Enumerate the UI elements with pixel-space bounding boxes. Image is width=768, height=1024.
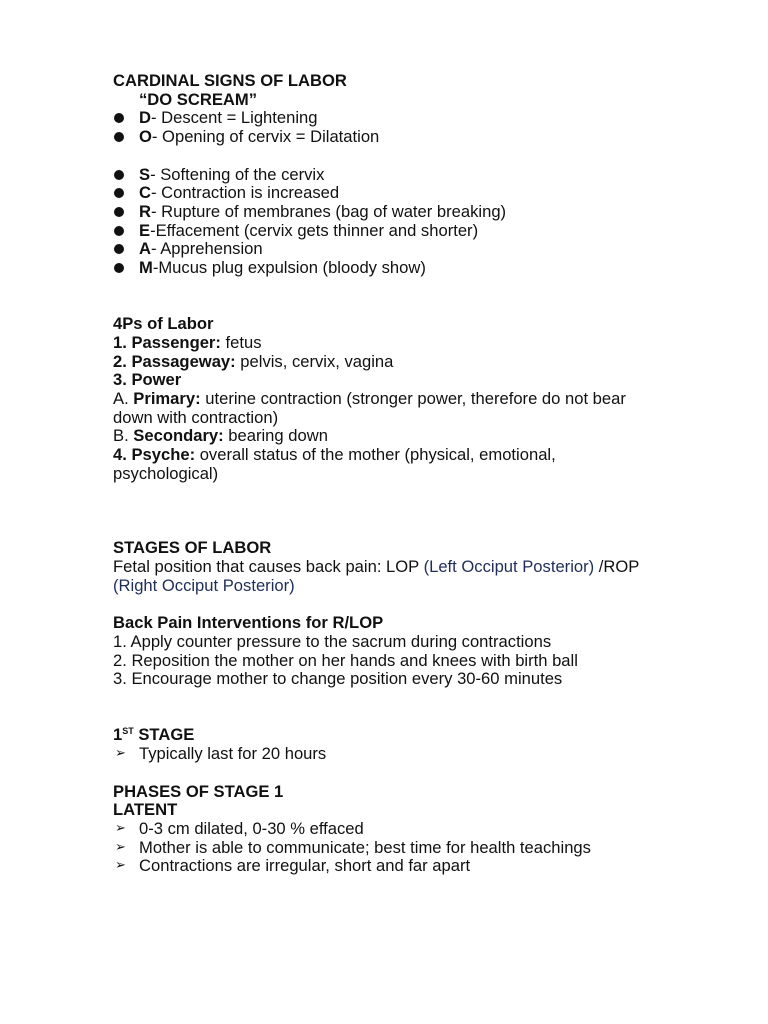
bullet-icon [114,132,124,142]
bullet-icon [114,113,124,123]
primary-power-line: A. Primary: uterine contraction (stronger power, therefore do not bear down with contraction) [113,388,626,427]
list-item: ➢ 0-3 cm dilated, 0-30 % effaced [115,818,364,838]
back-pain-heading: Back Pain Interventions for R/LOP [113,613,384,633]
cardinal-signs-list-b [113,166,768,278]
first-stage-heading: 1ST STAGE [113,725,195,745]
arrow-bullet-icon: ➢ [115,858,126,874]
list-item: S- Softening of the cervix [113,166,768,185]
passenger-line: 1. Passenger: fetus [113,332,262,352]
list-item: 1. Apply counter pressure to the sacrum during contractions [113,631,552,651]
four-ps-heading: 4Ps of Labor [113,314,214,334]
mnemonic-label: “DO SCREAM” [139,89,258,109]
bullet-icon [114,244,124,254]
list-item: E-Effacement (cervix gets thinner and shorter) [113,222,768,241]
arrow-bullet-icon: ➢ [115,839,126,855]
list-item: ➢ Contractions are irregular, short and far apart [115,856,471,876]
latent-list [113,820,658,876]
bullet-icon [114,263,124,273]
list-item: 2. Reposition the mother on her hands and knees with birth ball [113,650,578,670]
cardinal-signs-list-a [113,109,768,146]
bullet-icon [114,207,124,217]
phases-heading: PHASES OF STAGE 1 [113,781,284,801]
bullet-icon [114,188,124,198]
list-item: ➢ Typically last for 20 hours [115,744,327,764]
list-item: 3. Encourage mother to change position every 30-60 minutes [113,669,563,689]
power-line: 3. Power [113,370,182,390]
first-stage-list [113,745,768,764]
latent-heading: LATENT [113,800,178,820]
stages-heading: STAGES OF LABOR [113,538,272,558]
secondary-power-line: B. Secondary: bearing down [113,426,328,446]
list-item: A- Apprehension [113,240,768,259]
fetal-position-text: Fetal position that causes back pain: LOP (Left Occiput Posterior) /ROP (Right Occiput Posterior) [113,557,640,595]
bullet-icon [114,170,124,180]
list-item: ➢ Mother is able to communicate; best time for health teachings [115,837,591,857]
arrow-bullet-icon: ➢ [115,746,126,762]
list-item: C- Contraction is increased [113,184,768,203]
list-item: M-Mucus plug expulsion (bloody show) [113,259,768,278]
bullet-icon [114,226,124,236]
arrow-bullet-icon: ➢ [115,820,126,836]
passageway-line: 2. Passageway: pelvis, cervix, vagina [113,351,394,371]
cardinal-signs-heading: CARDINAL SIGNS OF LABOR [113,71,347,90]
list-item: D- Descent = Lightening [113,109,768,128]
list-item: O- Opening of cervix = Dilatation [113,128,768,147]
psyche-line: 4. Psyche: overall status of the mother (physical, emotional, psychological) [113,445,556,483]
list-item: R- Rupture of membranes (bag of water breaking) [113,203,768,222]
